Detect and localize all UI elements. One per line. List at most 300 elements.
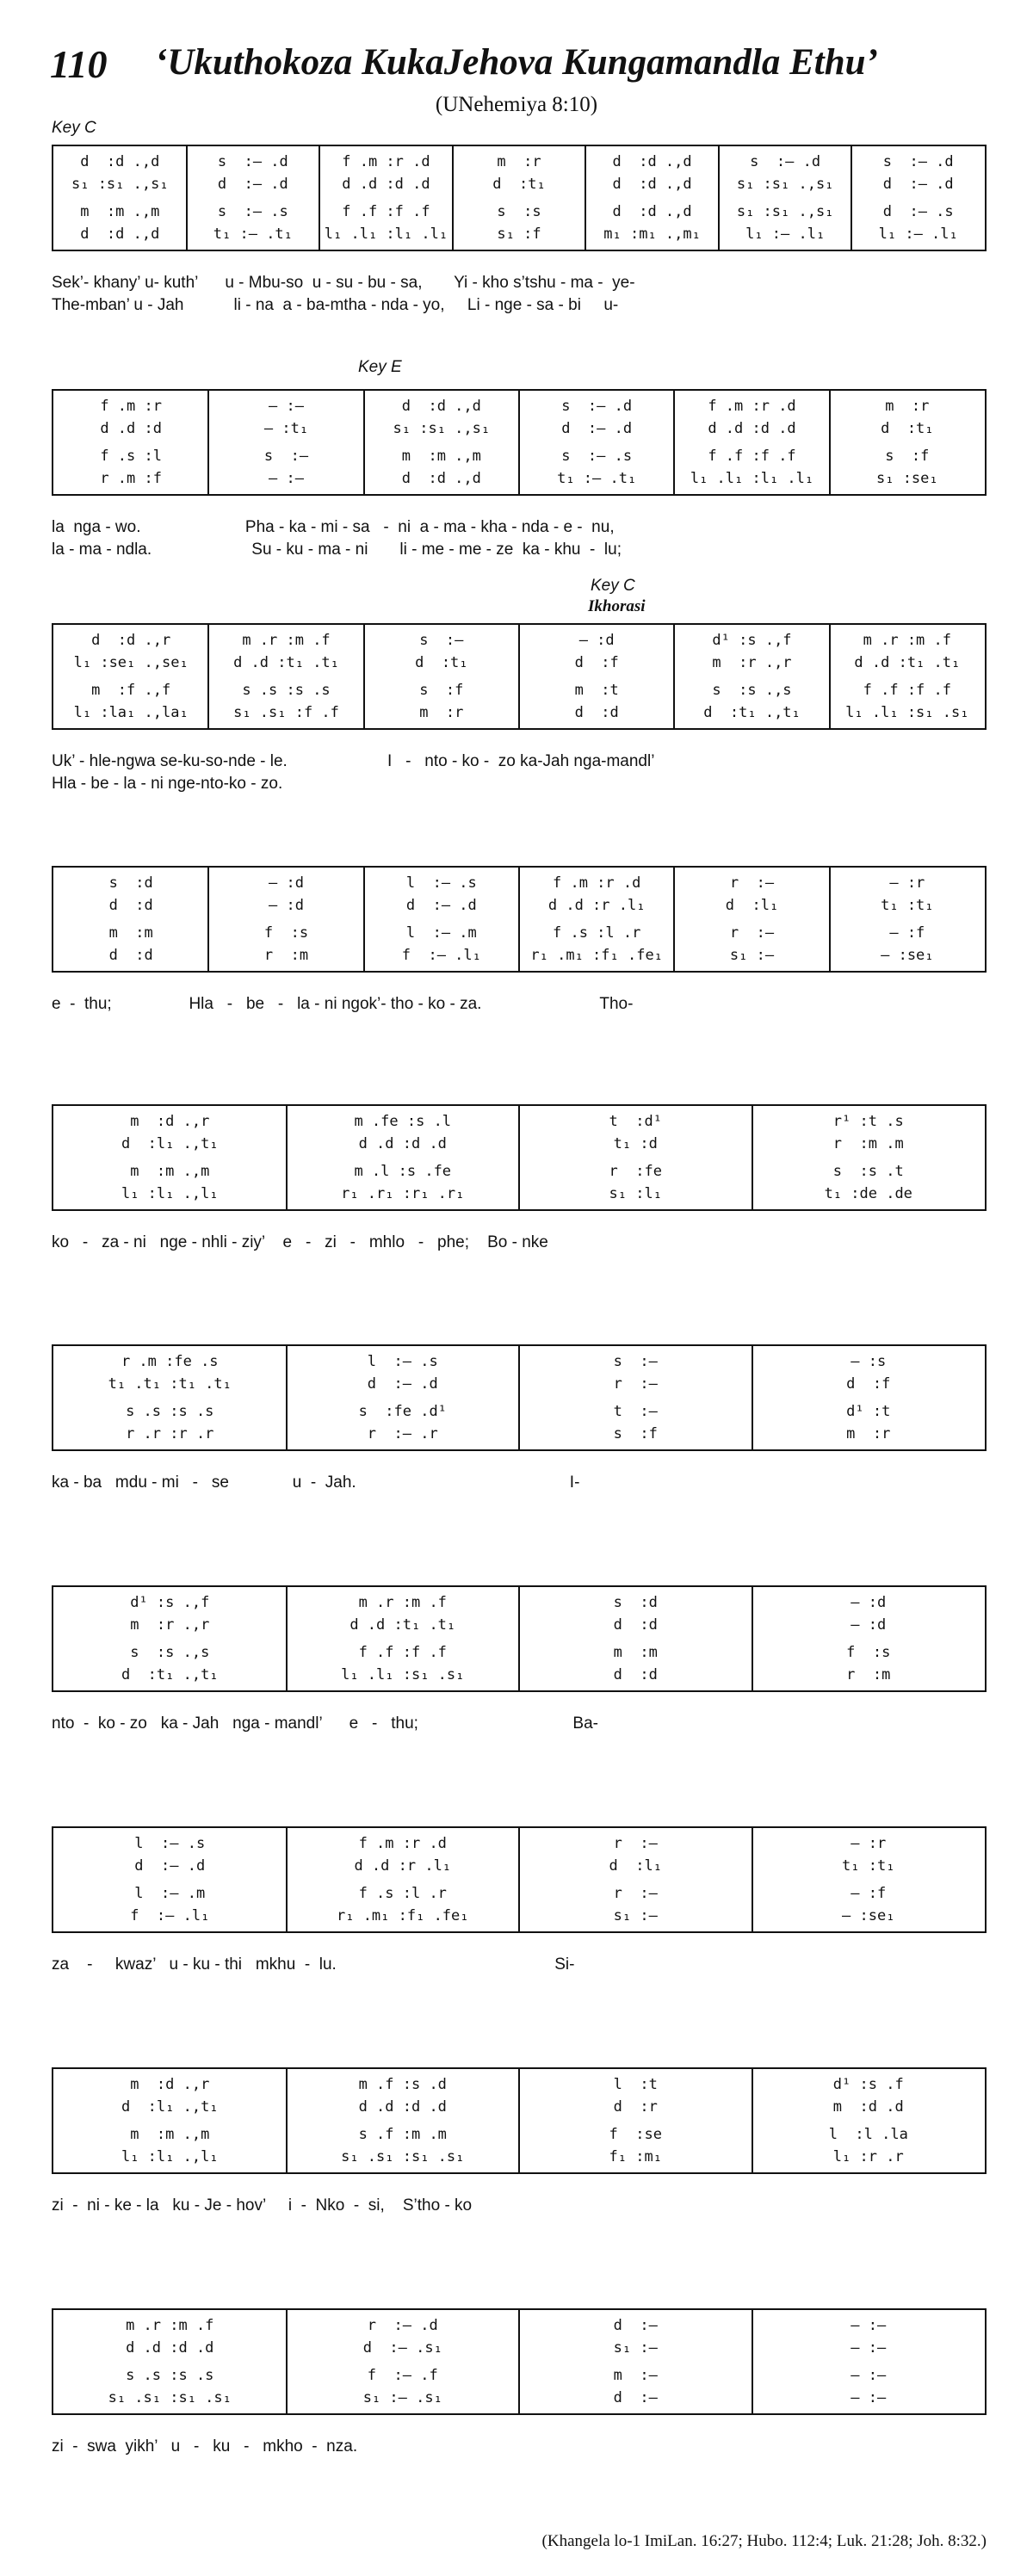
lyric-line (52, 2460, 987, 2482)
voice-line-t (851, 201, 985, 223)
note-cell: m .r :m .f (358, 1594, 447, 1611)
lyric-line: ko - za - ni nge - nhli - ziy’ e - zi - mhlo - phe; Bo - nke (52, 1233, 548, 1251)
note-cell: d :– .d (367, 1375, 438, 1393)
key-label: Key C (52, 119, 96, 137)
voice-line-t (287, 2124, 520, 2146)
note-cell: r₁ .m₁ :f₁ .fe₁ (336, 1907, 469, 1924)
voice-line-b (53, 1183, 287, 1205)
note-cell: m .r :m .f (863, 632, 951, 649)
voice-line-b (364, 945, 519, 967)
voice-line-s (453, 151, 586, 173)
voice-line-t (53, 1642, 287, 1664)
music-system (52, 1826, 987, 1933)
note-cell: m :d .,r (130, 2076, 210, 2093)
barline (286, 1346, 288, 1449)
barline (363, 625, 365, 728)
voice-line-a (674, 652, 829, 674)
voice-line-t (287, 1642, 520, 1664)
voice-line-s (752, 1111, 986, 1133)
note-cell: t₁ .t₁ :t₁ .t₁ (108, 1375, 232, 1393)
note-cell: d :t₁ .,t₁ (121, 1666, 219, 1683)
note-cell: l :– .m (405, 924, 477, 942)
note-cell: l :– .s (367, 1353, 438, 1370)
note-cell: d :— (613, 2317, 658, 2334)
measure (519, 391, 674, 494)
voice-line-s (53, 2074, 287, 2096)
measure (53, 1106, 287, 1209)
note-cell: m₁ :m₁ .,m₁ (603, 225, 701, 243)
voice-line-a (519, 1856, 752, 1877)
note-cell: f₁ :m₁ (609, 2148, 662, 2165)
note-cell: r :m (263, 947, 309, 964)
note-cell: s :f (613, 1425, 658, 1442)
voice-line-b (53, 224, 187, 245)
note-cell: s .s :s .s (126, 2367, 214, 2384)
note-cell: d :– .s (882, 203, 954, 220)
voice-line-t (674, 680, 829, 701)
voice-line-a (752, 2338, 986, 2359)
note-cell: f .f :f .f (863, 682, 951, 699)
music-system (52, 1104, 987, 1211)
note-cell: s₁ .s₁ :s₁ .s₁ (108, 2389, 232, 2406)
note-cell: d¹ :s .,f (130, 1594, 210, 1611)
music-system (52, 145, 987, 251)
voice-line-s (674, 873, 829, 894)
note-cell: f :– .f (367, 2367, 438, 2384)
voice-line-t (519, 1883, 752, 1905)
barline (518, 391, 520, 494)
voice-line-s (287, 2074, 520, 2096)
voice-line-a (519, 2338, 752, 2359)
measure (519, 625, 674, 728)
note-cell: t₁ :de .de (824, 1185, 912, 1202)
voice-line-s (752, 1351, 986, 1373)
note-cell: d :t₁ (492, 176, 546, 193)
barline (752, 1106, 753, 1209)
note-cell: s :d (613, 1594, 658, 1611)
voice-line-a (519, 1134, 752, 1155)
voice-line-s (319, 151, 453, 173)
voice-line-a (674, 895, 829, 917)
note-cell: — :d (269, 897, 304, 914)
note-cell: r :— (729, 874, 775, 892)
voice-line-a (287, 1856, 520, 1877)
voice-line-a (53, 1615, 287, 1636)
voice-line-s (53, 396, 208, 417)
voice-line-b (187, 224, 320, 245)
voice-line-a (287, 1615, 520, 1636)
voice-line-t (53, 680, 208, 701)
voice-line-a (208, 652, 363, 674)
key-label: Key E (358, 358, 402, 376)
note-cell: s₁ :s₁ .,s₁ (393, 420, 491, 437)
voice-line-t (830, 680, 985, 701)
measure (752, 2069, 986, 2172)
music-system (52, 2308, 987, 2415)
voice-line-s (53, 2315, 287, 2337)
voice-line-a (752, 1134, 986, 1155)
lyric-line: za - kwaz’ u - ku - thi mkhu - lu. Si- (52, 1955, 575, 1974)
note-cell: s₁ :s₁ .,s₁ (736, 203, 834, 220)
note-cell: d :d (108, 897, 153, 914)
voice-line-s (53, 1351, 287, 1373)
measure (519, 2310, 752, 2413)
voice-line-b (287, 1424, 520, 1445)
note-cell: l₁ :– .l₁ (878, 225, 958, 243)
measure (187, 146, 320, 250)
lyric-line: la nga - wo. Pha - ka - mi - sa - ni a - ma - kha - nda - e - nu, (52, 518, 615, 536)
voice-line-t (674, 446, 829, 467)
voice-line-b (519, 702, 674, 724)
note-cell: m .fe :s .l (354, 1113, 452, 1130)
note-cell: l₁ :la₁ .,la₁ (73, 704, 189, 721)
lyric-line (52, 1978, 987, 2000)
note-cell: s :s .,s (130, 1644, 210, 1661)
voice-line-s (208, 396, 363, 417)
note-cell: s :— (613, 1353, 658, 1370)
barline (718, 146, 720, 250)
voice-line-b (851, 224, 985, 245)
voice-line-b (287, 1906, 520, 1927)
note-cell: d .d :t₁ .t₁ (349, 1616, 456, 1634)
lyrics-block (52, 2196, 987, 2248)
note-cell: — :f (889, 924, 925, 942)
note-cell: — :— (851, 2317, 887, 2334)
voice-line-a (53, 2097, 287, 2118)
voice-line-b (752, 1424, 986, 1445)
lyric-line: zi - swa yikh’ u - ku - mkho - nza. (52, 2437, 358, 2456)
note-cell: s₁ :l₁ (609, 1185, 662, 1202)
note-cell: r :m .m (832, 1135, 904, 1152)
note-cell: d :l₁ .,t₁ (121, 2098, 219, 2116)
note-cell: s :– .s (217, 203, 288, 220)
measure (585, 146, 719, 250)
note-cell: d :f (846, 1375, 891, 1393)
voice-line-t (519, 1642, 752, 1664)
voice-line-s (53, 1111, 287, 1133)
note-cell: d :– .d (134, 1857, 206, 1875)
voice-line-b (519, 2388, 752, 2409)
voice-line-b (208, 702, 363, 724)
note-cell: s₁ .s₁ :s₁ .s₁ (341, 2148, 465, 2165)
measure (364, 625, 519, 728)
measure (519, 1587, 752, 1690)
note-cell: m .r :m .f (126, 2317, 214, 2334)
note-cell: s :– .d (217, 153, 288, 170)
voice-line-t (752, 1883, 986, 1905)
note-cell: d :t₁ .,t₁ (703, 704, 801, 721)
lyric-line: e - thu; Hla - be - la - ni ngok’- tho - ko - za. Tho- (52, 995, 634, 1013)
voice-line-s (364, 873, 519, 894)
measure (364, 868, 519, 971)
voice-line-s (830, 630, 985, 652)
barline (752, 1587, 753, 1690)
voice-line-b (53, 468, 208, 490)
voice-line-b (53, 702, 208, 724)
measure (519, 1106, 752, 1209)
voice-line-s (519, 1351, 752, 1373)
voice-line-b (719, 224, 852, 245)
note-cell: l₁ .l₁ :s₁ .s₁ (341, 1666, 465, 1683)
voice-line-t (53, 1401, 287, 1423)
measure (319, 146, 453, 250)
note-cell: r .m :fe .s (121, 1353, 219, 1370)
note-cell: r :— (729, 924, 775, 942)
voice-line-b (674, 468, 829, 490)
voice-line-t (453, 201, 586, 223)
note-cell: m .f :s .d (358, 2076, 447, 2093)
barline (673, 391, 675, 494)
voice-line-b (519, 1424, 752, 1445)
voice-line-b (53, 2147, 287, 2168)
voice-line-b (674, 702, 829, 724)
measure (364, 391, 519, 494)
note-cell: f .m :r .d (358, 1835, 447, 1852)
note-cell: f .m :r .d (552, 874, 641, 892)
note-cell: f .f :f .f (708, 448, 796, 465)
note-cell: l :– .s (405, 874, 477, 892)
note-cell: — :s (851, 1353, 887, 1370)
voice-line-b (364, 702, 519, 724)
voice-line-a (830, 418, 985, 440)
voice-line-a (674, 418, 829, 440)
voice-line-b (53, 1424, 287, 1445)
note-cell: s :f (419, 682, 464, 699)
measure (53, 868, 208, 971)
measure (53, 1587, 287, 1690)
barline (673, 625, 675, 728)
voice-line-t (208, 923, 363, 944)
note-cell: d :d .,d (612, 153, 692, 170)
note-cell: r¹ :t .s (832, 1113, 904, 1130)
lyric-line: Sek’- khany’ u- kuth’ u - Mbu-so u - su - bu - sa, Yi - kho s’tshu - ma - ye- (52, 274, 635, 292)
measure (830, 391, 985, 494)
note-cell: — :d (578, 632, 615, 649)
note-cell: s .s :s .s (126, 1403, 214, 1420)
barline (851, 146, 852, 250)
voice-line-a (287, 2338, 520, 2359)
measure (287, 2069, 520, 2172)
chorus-label: Ikhorasi (588, 597, 646, 615)
voice-line-b (287, 1665, 520, 1686)
lyric-line (52, 1737, 987, 1759)
measure (674, 868, 829, 971)
note-cell: f .m :r .d (708, 398, 796, 415)
voice-line-s (53, 630, 208, 652)
voice-line-s (287, 1592, 520, 1614)
voice-line-a (53, 1134, 287, 1155)
note-cell: f :– .l₁ (401, 947, 481, 964)
lyric-line: Uk’ - hle-ngwa se-ku-so-nde - le. I - nto - ko - zo ka-Jah nga-mandl’ (52, 752, 655, 770)
barline (752, 1346, 753, 1449)
barline (518, 868, 520, 971)
barline (363, 391, 365, 494)
note-cell: d :d .,d (612, 176, 692, 193)
hymn-title: ‘Ukuthokoza KukaJehova Kungamandla Ethu’ (155, 42, 878, 83)
voice-line-s (519, 1833, 752, 1855)
music-system (52, 389, 987, 496)
voice-line-s (53, 151, 187, 173)
measure (53, 1828, 287, 1931)
note-cell: t₁ :– .t₁ (213, 225, 293, 243)
voice-line-a (752, 2097, 986, 2118)
voice-line-b (752, 1183, 986, 1205)
note-cell: s₁ :— (729, 947, 775, 964)
note-cell: s₁ :s₁ .,s₁ (71, 176, 169, 193)
voice-line-a (519, 1615, 752, 1636)
note-cell: d :d .,r (91, 632, 171, 649)
lyric-line: The-mban’ u - Jah li - na a - ba-mtha - nda - yo, Li - nge - sa - bi u- (52, 296, 619, 314)
note-cell: m :m .,m (130, 1163, 210, 1180)
note-cell: t₁ :– .t₁ (557, 470, 637, 487)
measure (519, 868, 674, 971)
note-cell: d¹ :t (846, 1403, 891, 1420)
lyrics-block (52, 1473, 987, 1525)
voice-line-s (851, 151, 985, 173)
note-cell: m .r :m .f (242, 632, 331, 649)
voice-line-t (364, 680, 519, 701)
voice-line-s (519, 873, 674, 894)
voice-line-a (585, 174, 719, 195)
note-cell: d :l₁ (609, 1857, 662, 1875)
voice-line-a (830, 652, 985, 674)
measure (287, 1828, 520, 1931)
note-cell: d :d .,d (612, 203, 692, 220)
barline (286, 1106, 288, 1209)
measure (53, 146, 187, 250)
barline (207, 868, 209, 971)
voice-line-a (53, 1856, 287, 1877)
measure (851, 146, 985, 250)
barline (518, 1346, 520, 1449)
voice-line-t (287, 1161, 520, 1183)
voice-line-t (53, 1883, 287, 1905)
lyrics-block (52, 518, 987, 570)
measure (287, 1106, 520, 1209)
note-cell: d :d (613, 1616, 658, 1634)
note-cell: — :— (269, 398, 304, 415)
note-cell: — :— (851, 2367, 887, 2384)
note-cell: l :– .s (134, 1835, 206, 1852)
voice-line-s (287, 2315, 520, 2337)
note-cell: d :d .,d (401, 398, 481, 415)
note-cell: l :– .m (134, 1885, 206, 1902)
note-cell: r :– .r (367, 1425, 438, 1442)
note-cell: d¹ :s .f (832, 2076, 904, 2093)
voice-line-b (674, 945, 829, 967)
hymn-number: 110 (50, 42, 108, 86)
lyric-line (52, 2219, 987, 2241)
note-cell: d :t₁ (415, 654, 468, 671)
voice-line-s (674, 630, 829, 652)
note-cell: l :l .la (828, 2126, 908, 2143)
note-cell: s₁ :– .s₁ (362, 2389, 442, 2406)
barline (286, 2069, 288, 2172)
voice-line-b (319, 224, 453, 245)
note-cell: r :m (846, 1666, 891, 1683)
lyrics-block (52, 1955, 987, 2007)
note-cell: d :– .d (561, 420, 633, 437)
note-cell: — :— (851, 2389, 887, 2406)
note-cell: s :fe .d¹ (358, 1403, 447, 1420)
voice-line-t (585, 201, 719, 223)
music-system (52, 1344, 987, 1451)
note-cell: — :r (851, 1835, 887, 1852)
note-cell: l₁ .l₁ :s₁ .s₁ (845, 704, 969, 721)
note-cell: m :r (419, 704, 464, 721)
voice-line-b (830, 945, 985, 967)
voice-line-b (519, 1183, 752, 1205)
voice-line-a (851, 174, 985, 195)
note-cell: s :s .t (832, 1163, 904, 1180)
voice-line-a (752, 1856, 986, 1877)
note-cell: — :se₁ (881, 947, 934, 964)
barline (286, 2310, 288, 2413)
note-cell: s₁ :— (613, 2339, 658, 2357)
note-cell: s :s .,s (712, 682, 792, 699)
measure (752, 2310, 986, 2413)
scripture-reference: (UNehemiya 8:10) (435, 93, 598, 116)
voice-line-a (53, 2338, 287, 2359)
note-cell: r :— (613, 1835, 658, 1852)
note-cell: — :d (851, 1616, 887, 1634)
voice-line-a (53, 652, 208, 674)
note-cell: s :f (885, 448, 930, 465)
voice-line-s (830, 873, 985, 894)
note-cell: d :d (574, 704, 619, 721)
barline (829, 391, 831, 494)
measure (53, 391, 208, 494)
voice-line-b (519, 1665, 752, 1686)
lyric-line (52, 1256, 987, 1278)
voice-line-a (519, 418, 674, 440)
note-cell: s :– .d (882, 153, 954, 170)
music-system (52, 623, 987, 730)
voice-line-s (287, 1833, 520, 1855)
note-cell: s₁ .s₁ :f .f (233, 704, 339, 721)
note-cell: f .f :f .f (342, 203, 430, 220)
voice-line-b (208, 945, 363, 967)
note-cell: d .d :d .d (358, 1135, 447, 1152)
voice-line-s (719, 151, 852, 173)
note-cell: m :d .d (832, 2098, 904, 2116)
note-cell: s .f :m .m (358, 2126, 447, 2143)
note-cell: d .d :t₁ .t₁ (233, 654, 339, 671)
voice-line-t (53, 201, 187, 223)
barline (752, 1828, 753, 1931)
note-cell: m :m .,m (130, 2126, 210, 2143)
voice-line-t (208, 446, 363, 467)
measure (519, 1346, 752, 1449)
note-cell: m :— (613, 2367, 658, 2384)
voice-line-s (208, 630, 363, 652)
voice-line-b (752, 1665, 986, 1686)
voice-line-b (364, 468, 519, 490)
voice-line-b (287, 2147, 520, 2168)
barline (752, 2069, 753, 2172)
note-cell: r :– .d (367, 2317, 438, 2334)
voice-line-s (53, 1592, 287, 1614)
barline (207, 391, 209, 494)
note-cell: f :se (609, 2126, 662, 2143)
voice-line-a (752, 1374, 986, 1395)
voice-line-b (53, 1906, 287, 1927)
note-cell: d :d .,d (80, 153, 160, 170)
note-cell: s₁ :s₁ .,s₁ (736, 176, 834, 193)
voice-line-t (208, 680, 363, 701)
note-cell: m :r (497, 153, 541, 170)
voice-line-t (752, 1161, 986, 1183)
